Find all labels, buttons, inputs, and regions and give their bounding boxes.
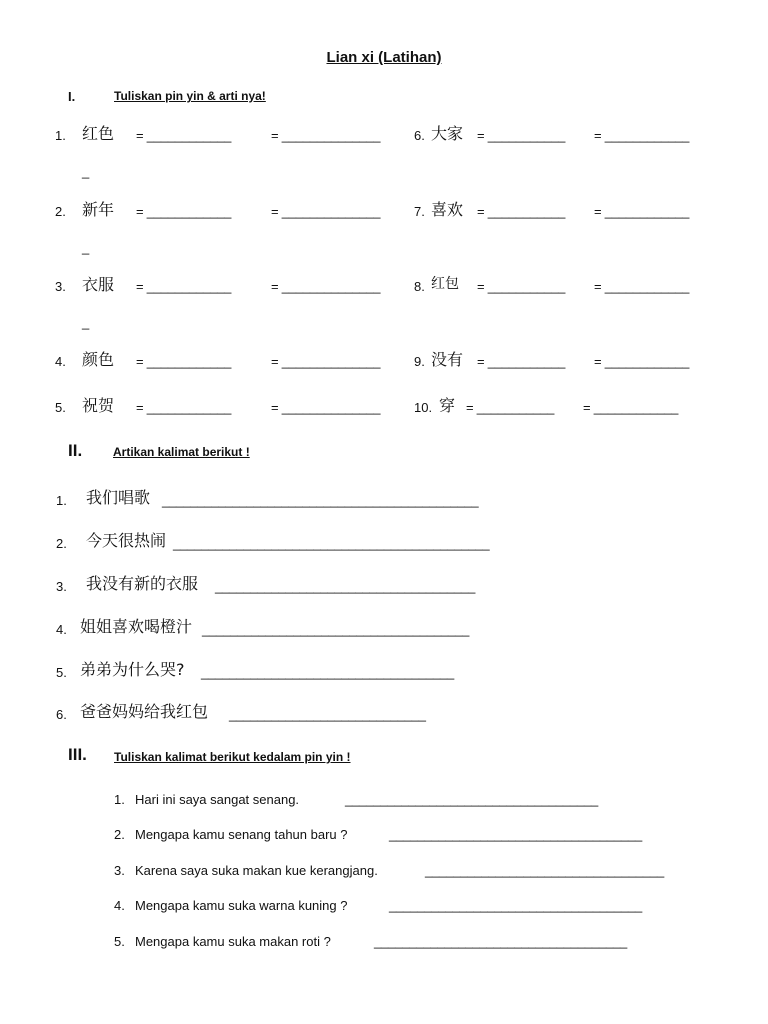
answer-blank[interactable]: ____________________________________ — [389, 898, 643, 913]
item-number: 5. — [56, 665, 67, 680]
item-number: 3. — [56, 579, 67, 594]
overflow-underscore: _ — [82, 315, 90, 330]
item-number: 1. — [56, 493, 67, 508]
vocab-word: 喜欢 — [431, 200, 464, 219]
answer-blank[interactable]: _____________________________________________ — [162, 493, 479, 508]
item-number: 6. — [56, 707, 67, 722]
vocab-number: 2. — [55, 204, 66, 219]
vocab-word: 大家 — [431, 124, 464, 143]
vocab-word: 颜色 — [82, 350, 115, 369]
answer-blank[interactable]: __________________________________ — [425, 863, 665, 878]
meaning-blank[interactable]: = ____________ — [594, 128, 690, 143]
vocab-number: 8. — [414, 279, 425, 294]
vocab-word: 祝贺 — [82, 396, 115, 415]
indonesian-sentence: Mengapa kamu suka warna kuning ? — [135, 898, 348, 913]
vocab-word: 红色 — [82, 124, 115, 143]
meaning-blank[interactable]: = ______________ — [271, 279, 381, 294]
meaning-blank[interactable]: = ______________ — [271, 204, 381, 219]
vocab-word: 穿 — [439, 396, 456, 415]
section1-roman-numeral: I. — [68, 89, 76, 104]
chinese-sentence: 弟弟为什么哭? — [80, 660, 185, 679]
meaning-blank[interactable]: = ____________ — [594, 204, 690, 219]
item-number: 5. — [114, 934, 125, 949]
meaning-blank[interactable]: = ____________ — [583, 400, 679, 415]
chinese-sentence: 我们唱歌 — [86, 488, 151, 507]
vocab-number: 4. — [55, 354, 66, 369]
vocab-number: 1. — [55, 128, 66, 143]
item-number: 2. — [114, 827, 125, 842]
worksheet-title: Lian xi (Latihan) — [326, 49, 442, 66]
indonesian-sentence: Mengapa kamu senang tahun baru ? — [135, 827, 348, 842]
meaning-blank[interactable]: = ______________ — [271, 128, 381, 143]
answer-blank[interactable]: ____________________________________ — [389, 827, 643, 842]
pinyin-blank[interactable]: = ____________ — [136, 204, 232, 219]
answer-blank[interactable]: ____________________________________ — [345, 792, 599, 807]
section3-roman-numeral: III. — [68, 745, 87, 764]
vocab-word: 新年 — [82, 200, 115, 219]
answer-blank[interactable]: _____________________________________________ — [173, 536, 490, 551]
section1-heading: Tuliskan pin yin & arti nya! — [114, 89, 266, 103]
pinyin-blank[interactable]: = ____________ — [136, 400, 232, 415]
vocab-number: 9. — [414, 354, 425, 369]
pinyin-blank[interactable]: = ____________ — [136, 354, 232, 369]
vocab-number: 7. — [414, 204, 425, 219]
vocab-number: 3. — [55, 279, 66, 294]
vocab-word: 衣服 — [82, 275, 115, 294]
meaning-blank[interactable]: = ____________ — [594, 354, 690, 369]
section3-heading: Tuliskan kalimat berikut kedalam pin yin ! — [114, 750, 351, 764]
section2-roman-numeral: II. — [68, 441, 83, 460]
answer-blank[interactable]: ____________________________ — [229, 707, 426, 722]
vocab-number: 5. — [55, 400, 66, 415]
section2-heading: Artikan kalimat berikut ! — [113, 445, 250, 459]
chinese-sentence: 姐姐喜欢喝橙汁 — [80, 617, 193, 636]
answer-blank[interactable]: ____________________________________ — [201, 665, 455, 680]
vocab-number: 10. — [414, 400, 433, 415]
meaning-blank[interactable]: = ____________ — [594, 279, 690, 294]
vocab-word: 没有 — [431, 350, 464, 369]
chinese-sentence: 我没有新的衣服 — [86, 574, 199, 593]
item-number: 1. — [114, 792, 125, 807]
chinese-sentence: 爸爸妈妈给我红包 — [80, 702, 209, 721]
meaning-blank[interactable]: = ______________ — [271, 400, 381, 415]
pinyin-blank[interactable]: = ____________ — [136, 128, 232, 143]
pinyin-blank[interactable]: = ___________ — [477, 354, 566, 369]
overflow-underscore: _ — [82, 240, 90, 255]
answer-blank[interactable]: ______________________________________ — [202, 622, 470, 637]
overflow-underscore: _ — [82, 164, 90, 179]
item-number: 3. — [114, 863, 125, 878]
pinyin-blank[interactable]: = ___________ — [477, 279, 566, 294]
indonesian-sentence: Hari ini saya sangat senang. — [135, 792, 300, 807]
vocab-number: 6. — [414, 128, 425, 143]
pinyin-blank[interactable]: = ___________ — [477, 128, 566, 143]
vocab-word: 红包 — [431, 276, 459, 292]
pinyin-blank[interactable]: = ___________ — [477, 204, 566, 219]
pinyin-blank[interactable]: = ____________ — [136, 279, 232, 294]
answer-blank[interactable]: ____________________________________ — [374, 934, 628, 949]
item-number: 4. — [56, 622, 67, 637]
answer-blank[interactable]: _____________________________________ — [215, 579, 476, 594]
meaning-blank[interactable]: = ______________ — [271, 354, 381, 369]
chinese-sentence: 今天很热闹 — [86, 531, 167, 550]
indonesian-sentence: Mengapa kamu suka makan roti ? — [135, 934, 331, 949]
item-number: 4. — [114, 898, 125, 913]
indonesian-sentence: Karena saya suka makan kue kerangjang. — [135, 863, 378, 878]
pinyin-blank[interactable]: = ___________ — [466, 400, 555, 415]
item-number: 2. — [56, 536, 67, 551]
